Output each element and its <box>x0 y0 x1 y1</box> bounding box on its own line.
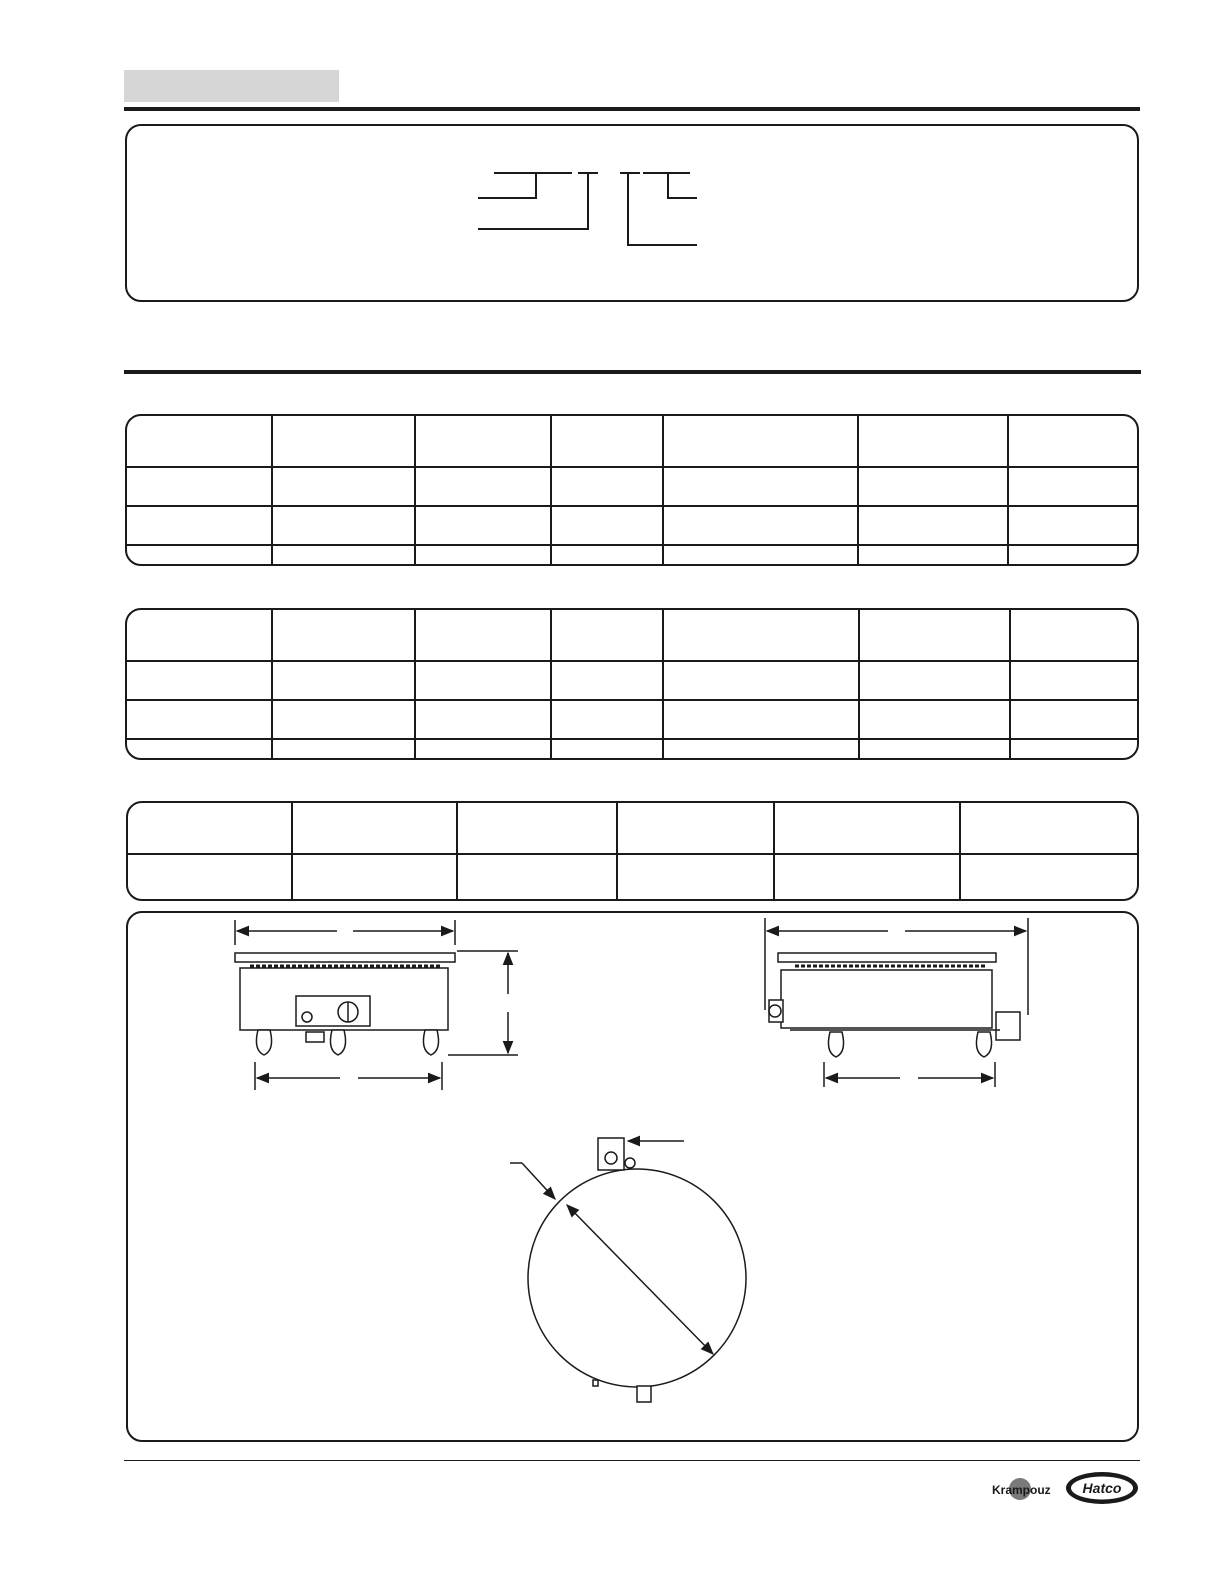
side-view-drawing <box>765 918 1028 1087</box>
hatco-logo-icon <box>1066 1472 1138 1504</box>
hatco-logo-text: Hatco <box>1082 1480 1122 1496</box>
footer-logos <box>990 1468 1140 1508</box>
krampouz-logo-icon <box>992 1478 1051 1500</box>
krampouz-logo-text: Krampouz <box>992 1483 1051 1497</box>
front-view-drawing <box>235 920 518 1090</box>
footer-rule <box>124 1460 1140 1461</box>
top-view-drawing <box>510 1138 746 1402</box>
